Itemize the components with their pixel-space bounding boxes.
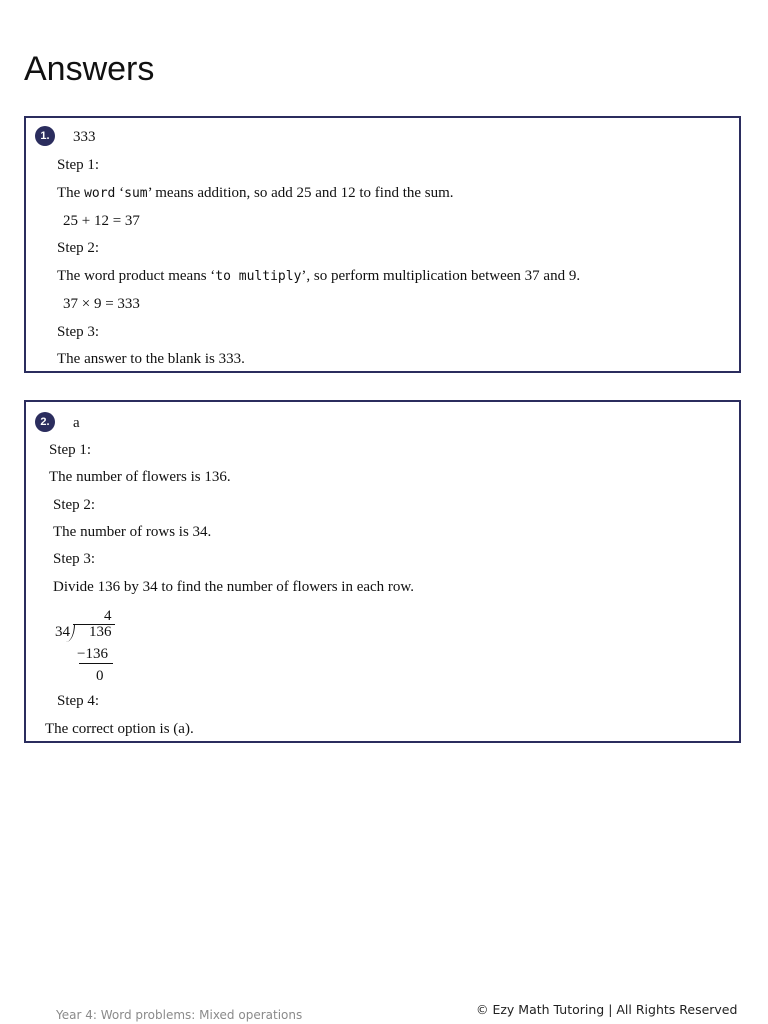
answer-value: 333 xyxy=(73,129,96,145)
step-2-text: The word product means ‘to multiply’, so perform multiplication between 37 and 9. xyxy=(57,268,581,284)
question-number-badge: 1. xyxy=(35,126,55,146)
division-subtract-line xyxy=(79,663,113,664)
division-subtract: −136 xyxy=(77,646,108,662)
step-2-text: The number of rows is 34. xyxy=(53,524,212,540)
step-1-text: The number of flowers is 136. xyxy=(49,469,231,485)
answer-value: a xyxy=(73,415,80,431)
step-3-label: Step 3: xyxy=(57,324,100,340)
page-title: Answers xyxy=(24,50,155,88)
step-1-label: Step 1: xyxy=(57,157,100,173)
division-quotient: 4 xyxy=(104,608,112,624)
step-4-label: Step 4: xyxy=(57,693,100,709)
equation-addition: 25 + 12 = 37 xyxy=(63,213,140,229)
footer-topic: Year 4: Word problems: Mixed operations xyxy=(56,1008,303,1022)
step-2-label: Step 2: xyxy=(57,240,100,256)
step-3-text: Divide 136 by 34 to find the number of flowers in each row. xyxy=(53,579,415,595)
step-3-label: Step 3: xyxy=(53,551,96,567)
answer-box-1 xyxy=(24,116,741,373)
step-1-text: The word ‘sum’ means addition, so add 25 and 12 to find the sum. xyxy=(57,185,454,201)
division-dividend: 136 xyxy=(89,624,112,640)
footer-copyright: © Ezy Math Tutoring | All Rights Reserved xyxy=(476,1002,738,1017)
division-remainder: 0 xyxy=(96,668,104,684)
equation-multiplication: 37 × 9 = 333 xyxy=(63,296,140,312)
step-3-text: The answer to the blank is 333. xyxy=(57,351,245,367)
answer-box-2 xyxy=(24,400,741,743)
step-2-label: Step 2: xyxy=(53,497,96,513)
division-divisor: 34 xyxy=(55,624,70,640)
step-4-text: The correct option is (a). xyxy=(45,721,194,737)
question-number-badge: 2. xyxy=(35,412,55,432)
step-1-label: Step 1: xyxy=(49,442,92,458)
